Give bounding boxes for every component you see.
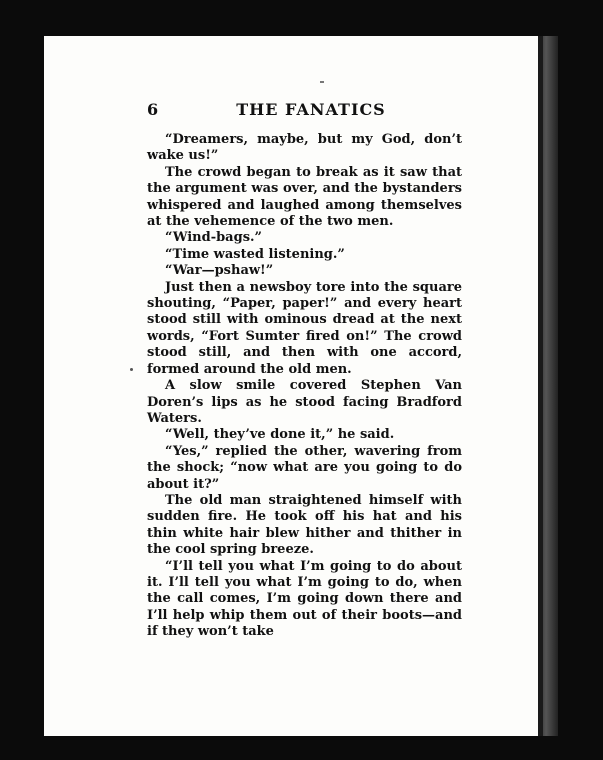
margin-speck — [130, 368, 133, 371]
paragraph: “War—pshaw!” — [165, 263, 274, 279]
paragraph: “Dreamers, maybe, but my God, don’t wake us!” — [147, 132, 462, 164]
text-body — [147, 132, 462, 641]
paragraph: “Well, they’ve done it,” he said. — [165, 427, 395, 443]
paragraph: Just then a newsboy tore into the square shouting, “Paper, paper!” and every heart stood still with ominous dread at the next words, “Fort Sumter fired on!” The crowd stood still, and then with one accord, formed around the old men. — [147, 279, 462, 377]
paragraph: The crowd began to break as it saw that the argument was over, and the bystanders whispered and laughed among themselves at the vehemence of the two men. — [147, 164, 462, 230]
print-mark — [320, 81, 324, 83]
paragraph: “Yes,” replied the other, wavering from the shock; “now what are you going to do about it?” — [147, 443, 462, 492]
paragraph: “Time wasted listening.” — [165, 246, 345, 262]
paragraph: A slow smile covered Stephen Van Doren’s lips as he stood facing Bradford Waters. — [147, 378, 462, 426]
page-number: 6 — [147, 100, 159, 119]
paragraph: The old man straightened himself with sudden fire. He took off his hat and his thin white hair blew hither and thither in the cool spring breeze. — [147, 492, 462, 558]
paragraph: “Wind-bags.” — [165, 230, 263, 246]
running-title: THE FANATICS — [236, 100, 386, 119]
paragraph: “I’ll tell you what I’m going to do about it. I’ll tell you what I’m going to do, when the call comes, I’m going down there and I’ll help whip them out of their boots—and if they won’t take — [147, 558, 462, 640]
page-header — [147, 100, 475, 122]
